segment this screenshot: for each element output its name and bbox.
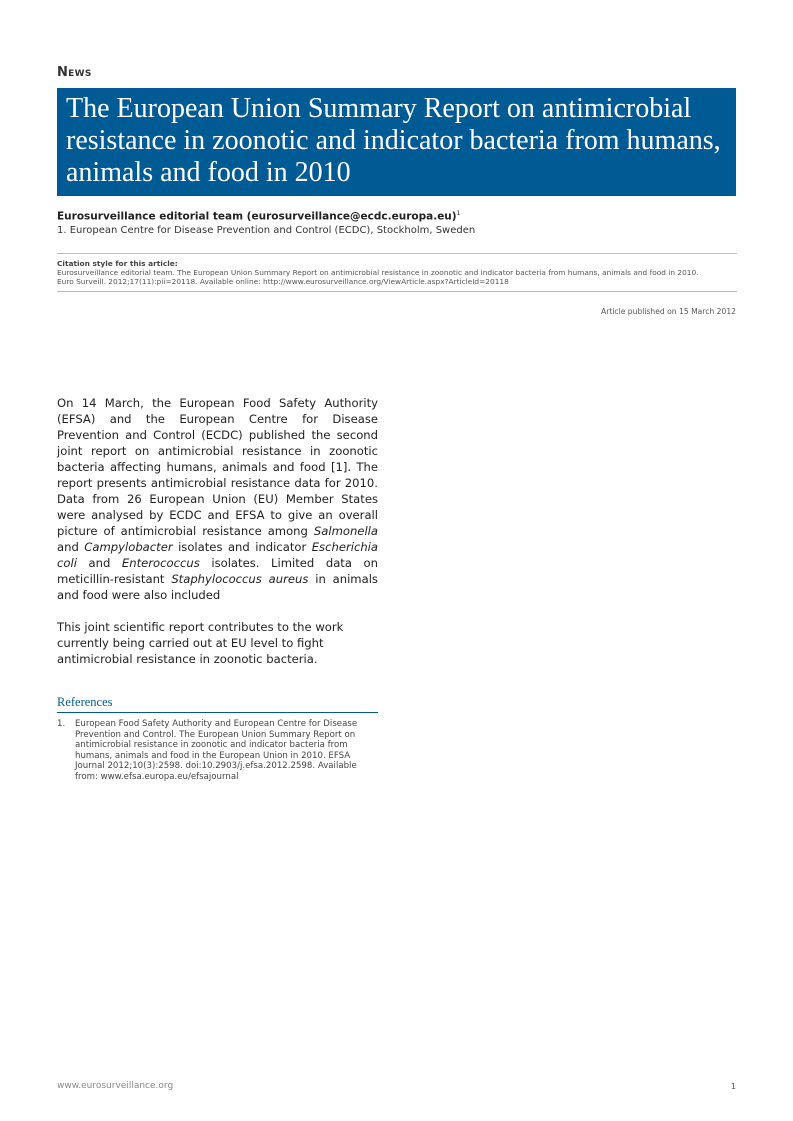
species-enterococcus: Enterococcus [121,556,200,570]
body-paragraph-1 [57,395,378,603]
footer-website-link[interactable]: www.eurosurveillance.org [57,1081,174,1091]
article-title-banner [57,88,736,196]
body-text: isolates and indicator [172,540,312,554]
citation-box [57,253,737,292]
author-affiliation-marker: 1 [456,210,461,217]
article-title: The European Union Summary Report on antimicrobial resistance in zoonotic and indicator bacteria from humans, animals and food in 2010 [66,93,721,188]
author-affiliation: 1. European Centre for Disease Prevention and Control (ECDC), Stockholm, Sweden [57,224,476,236]
body-text: On 14 March, the European Food Safety Authority (EFSA) and the European Centre for Disease Prevention and Control (ECDC) published the second joint report on antimicrobial resistance in zoonotic bacteria affecting humans, animals and food [1]. The report presents antimicrobial resistance data for 2010. Data from 26 European Union (EU) Member States were analysed by ECDC and EFSA to give an overall picture of antimicrobial resistance among [57,396,378,538]
author-team-name[interactable]: Eurosurveillance editorial team (eurosurveillance@ecdc.europa.eu) [57,210,457,223]
body-text: in animals and food were also included [57,572,378,602]
reference-text[interactable]: European Food Safety Authority and European Centre for Disease Prevention and Control. The European Union Summary Report on antimicrobial resistance in zoonotic and indicator bacteria from humans, animals and food in the European Union in 2010. EFSA Journal 2012;10(3):2598. doi:10.2903/j.efsa.2012.2598. Available from: www.efsa.europa.eu/efsajournal [75,719,358,782]
species-escherichia-coli: Escherichia coli [57,540,378,570]
references-list [57,719,378,783]
author-block [57,207,737,237]
section-label: News [57,65,92,80]
references-heading: References [57,695,378,713]
body-text: and [76,556,122,570]
body-paragraph-2: This joint scientific report contributes to the work currently being carried out at EU level to fight antimicrobial resistance in zoonotic bacteria. [57,620,344,666]
body-text: isolates. Limited data on meticillin-resistant [57,556,378,586]
reference-item [57,719,378,783]
reference-number: 1. [57,719,66,729]
references-section [57,695,378,783]
species-staphylococcus-aureus: Staphylococcus aureus [171,572,309,586]
publication-date: Article published on 15 March 2012 [601,307,736,316]
species-campylobacter: Campylobacter [84,540,173,554]
species-salmonella: Salmonella [313,524,378,538]
page-number: 1 [730,1082,736,1091]
citation-reference: Eurosurveillance editorial team. The European Union Summary Report on antimicrobial resistance in zoonotic and indicator bacteria from humans, animals and food in 2010. [57,268,699,278]
citation-label: Citation style for this article: [57,259,178,268]
author-team [57,207,737,224]
body-text: and [57,540,85,554]
article-body [57,395,378,683]
citation-journal-link[interactable]: Euro Surveill. 2012;17(11):pii=20118. Available online: http://www.eurosurveillance.org/ViewArticle.aspx?ArticleId=20118 [57,277,509,287]
